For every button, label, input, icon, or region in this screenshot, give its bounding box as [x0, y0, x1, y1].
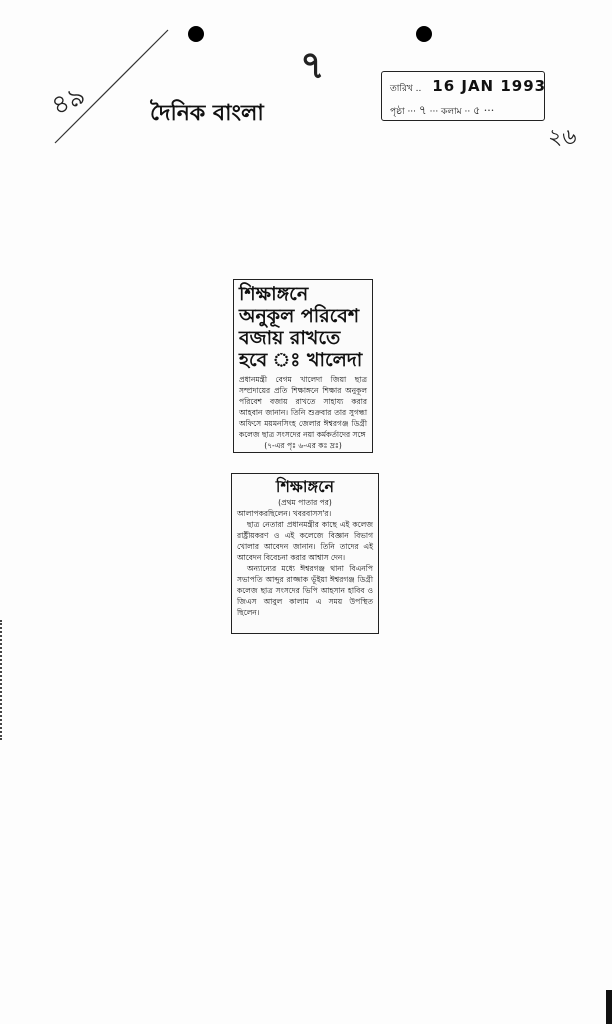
stamp-date: 16 JAN 1993 [432, 77, 547, 95]
article-body: প্রধানমন্ত্রী বেগম খালেদা জিয়া ছাত্র সম্প্রদায়ের প্রতি শিক্ষাঙ্গনে শিক্ষার অনুকূল পরিবেশ বজায় রাখতে সাহায্য করার আহবান জানান। তিনি শুক্রবার তার সুগন্ধা অফিসে ময়মনসিংহ জেলার ঈশ্বরগঞ্জ ডিগ্রী কলেজ ছাত্র সংসদের নয়া কর্মকর্তাদের সঙ্গে [239, 375, 367, 439]
article-paragraph: অন্যান্যের মধ্যে ঈশ্বরগঞ্জ থানা বিএনপি সভাপতি আব্দুর রাজ্জাক ভূঁইয়া ঈশ্বরগঞ্জ ডিগ্রী কলেজ ছাত্র সংসদের ভিপি আহসান হাবিব ও জিএস আবুল কালাম এ সময় উপস্থিত ছিলেন। [237, 564, 373, 617]
handwritten-right-number: ২৬ [548, 125, 577, 150]
article-paragraph: আলাপকরছিলেন। খবরবাসস'র। [237, 509, 332, 518]
handwritten-top-number: ৭ [300, 42, 325, 87]
scan-edge-mark [0, 620, 6, 740]
stamp-page-label: পৃষ্ঠা ··· [390, 107, 417, 117]
punch-hole-right [416, 26, 432, 42]
scan-edge-mark [606, 990, 612, 1024]
stamp-column-value: ৫ ··· [473, 104, 495, 117]
date-stamp [381, 71, 545, 121]
article-headline: শিক্ষাঙ্গনে অনুকূল পরিবেশ বজায় রাখতে হবে ঃ খালেদা [239, 283, 363, 371]
newspaper-masthead: দৈনিক বাংলা [150, 101, 264, 126]
news-clipping-main [233, 279, 373, 453]
stamp-page-value: ৭ [418, 103, 427, 117]
stamp-date-label: তারিখ .. [390, 84, 422, 94]
news-clipping-continuation [231, 473, 379, 634]
continuation-subhead: (প্রথম পাতার পর) [278, 498, 332, 507]
stamp-column-label: ··· কলাম ·· [429, 107, 471, 117]
article-paragraph: ছাত্র নেতারা প্রধানমন্ত্রীর কাছে এই কলেজ রাষ্ট্রীয়করণ ও এই কলেজে বিজ্ঞান বিভাগ খোলার আবেদন জানান। তিনি তাদের এই আবেদন বিবেচনা করার আশ্বাস দেন। [237, 520, 373, 562]
punch-hole-left [188, 26, 204, 42]
continuation-note: (৭-এর পৃঃ ৬-এর কঃ দ্রঃ) [264, 441, 342, 450]
continuation-headline: শিক্ষাঙ্গনে [275, 477, 335, 496]
handwritten-left-number: ৪৯ [46, 80, 91, 122]
